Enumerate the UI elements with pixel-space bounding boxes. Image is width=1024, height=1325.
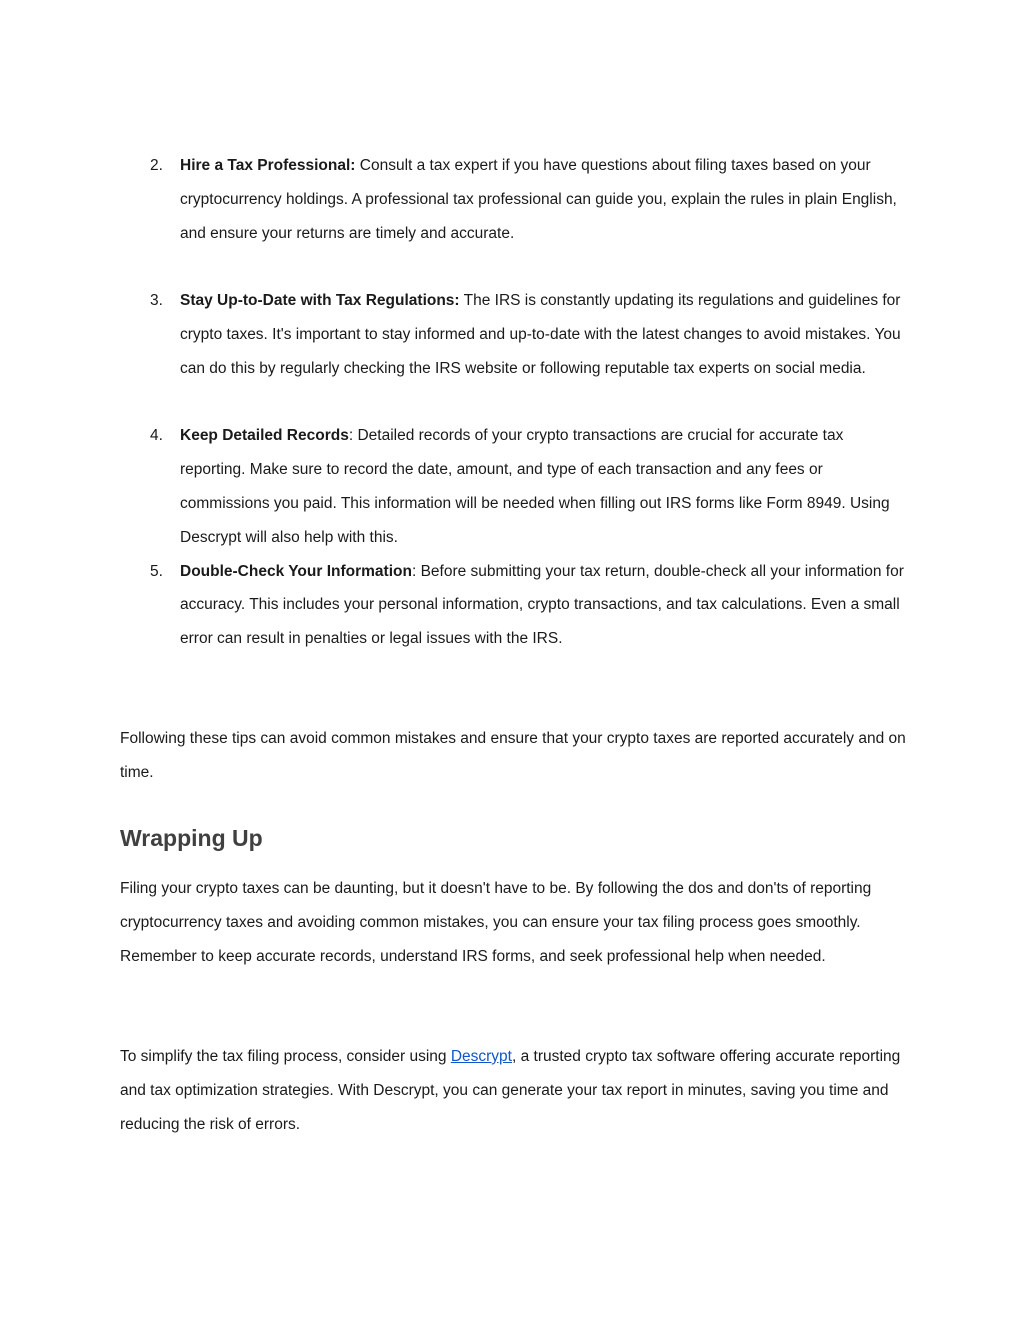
list-item <box>120 555 910 656</box>
tip-title: Double-Check Your Information <box>180 562 412 580</box>
final-paragraph <box>120 1040 910 1141</box>
list-number: 3. <box>150 292 163 310</box>
tip-text: : Before submitting your tax return, double-check all your information for accuracy. This includes your personal information, crypto transactions, and tax calculations. Even a small error can result in penalties or legal issues with the IRS. <box>180 562 904 648</box>
tips-list <box>120 149 910 656</box>
tip-title: Keep Detailed Records <box>180 427 349 445</box>
following-paragraph: Following these tips can avoid common mistakes and ensure that your crypto taxes are reported accurately and on time. <box>120 730 906 781</box>
list-number: 2. <box>150 157 163 174</box>
tip-text: Consult a tax expert if you have questions about filing taxes based on your cryptocurrency holdings. A professional tax professional can guide you, explain the rules in plain English, and ensure your returns are timely and accurate. <box>180 157 897 242</box>
section-heading: Wrapping Up <box>120 825 263 851</box>
list-item <box>120 149 910 250</box>
wrap-up-paragraph: Filing your crypto taxes can be daunting, but it doesn't have to be. By following the dos and don'ts of reporting cryptocurrency taxes and avoiding common mistakes, you can ensure your tax filing process goes smoothly. Remember to keep accurate records, understand IRS forms, and seek professional help when needed. <box>120 880 872 965</box>
descrypt-link[interactable]: Descrypt <box>450 1048 512 1065</box>
list-item <box>120 284 910 385</box>
final-text-after: , a trusted crypto tax software offering accurate reporting and tax optimization strategies. With Descrypt, you can generate your tax report in minutes, saving you time and reducing the risk of errors. <box>120 1048 901 1133</box>
list-item <box>120 419 910 554</box>
final-text-before: To simplify the tax filing process, consider using <box>120 1048 451 1065</box>
list-number: 5. <box>150 562 163 580</box>
tip-text: The IRS is constantly updating its regulations and guidelines for crypto taxes. It's important to stay informed and up-to-date with the latest changes to avoid mistakes. You can do this by regularly checking the IRS website or following reputable tax experts on social media. <box>180 292 901 377</box>
tip-title: Stay Up-to-Date with Tax Regulations: <box>180 292 460 310</box>
tip-title: Hire a Tax Professional: <box>180 157 356 174</box>
list-number: 4. <box>150 427 163 445</box>
tip-text: : Detailed records of your crypto transactions are crucial for accurate tax reporting. Make sure to record the date, amount, and type of each transaction and any fees or commissions you paid. This information will be needed when filling out IRS forms like Form 8949. Using Descrypt will also help with this. <box>180 427 890 546</box>
